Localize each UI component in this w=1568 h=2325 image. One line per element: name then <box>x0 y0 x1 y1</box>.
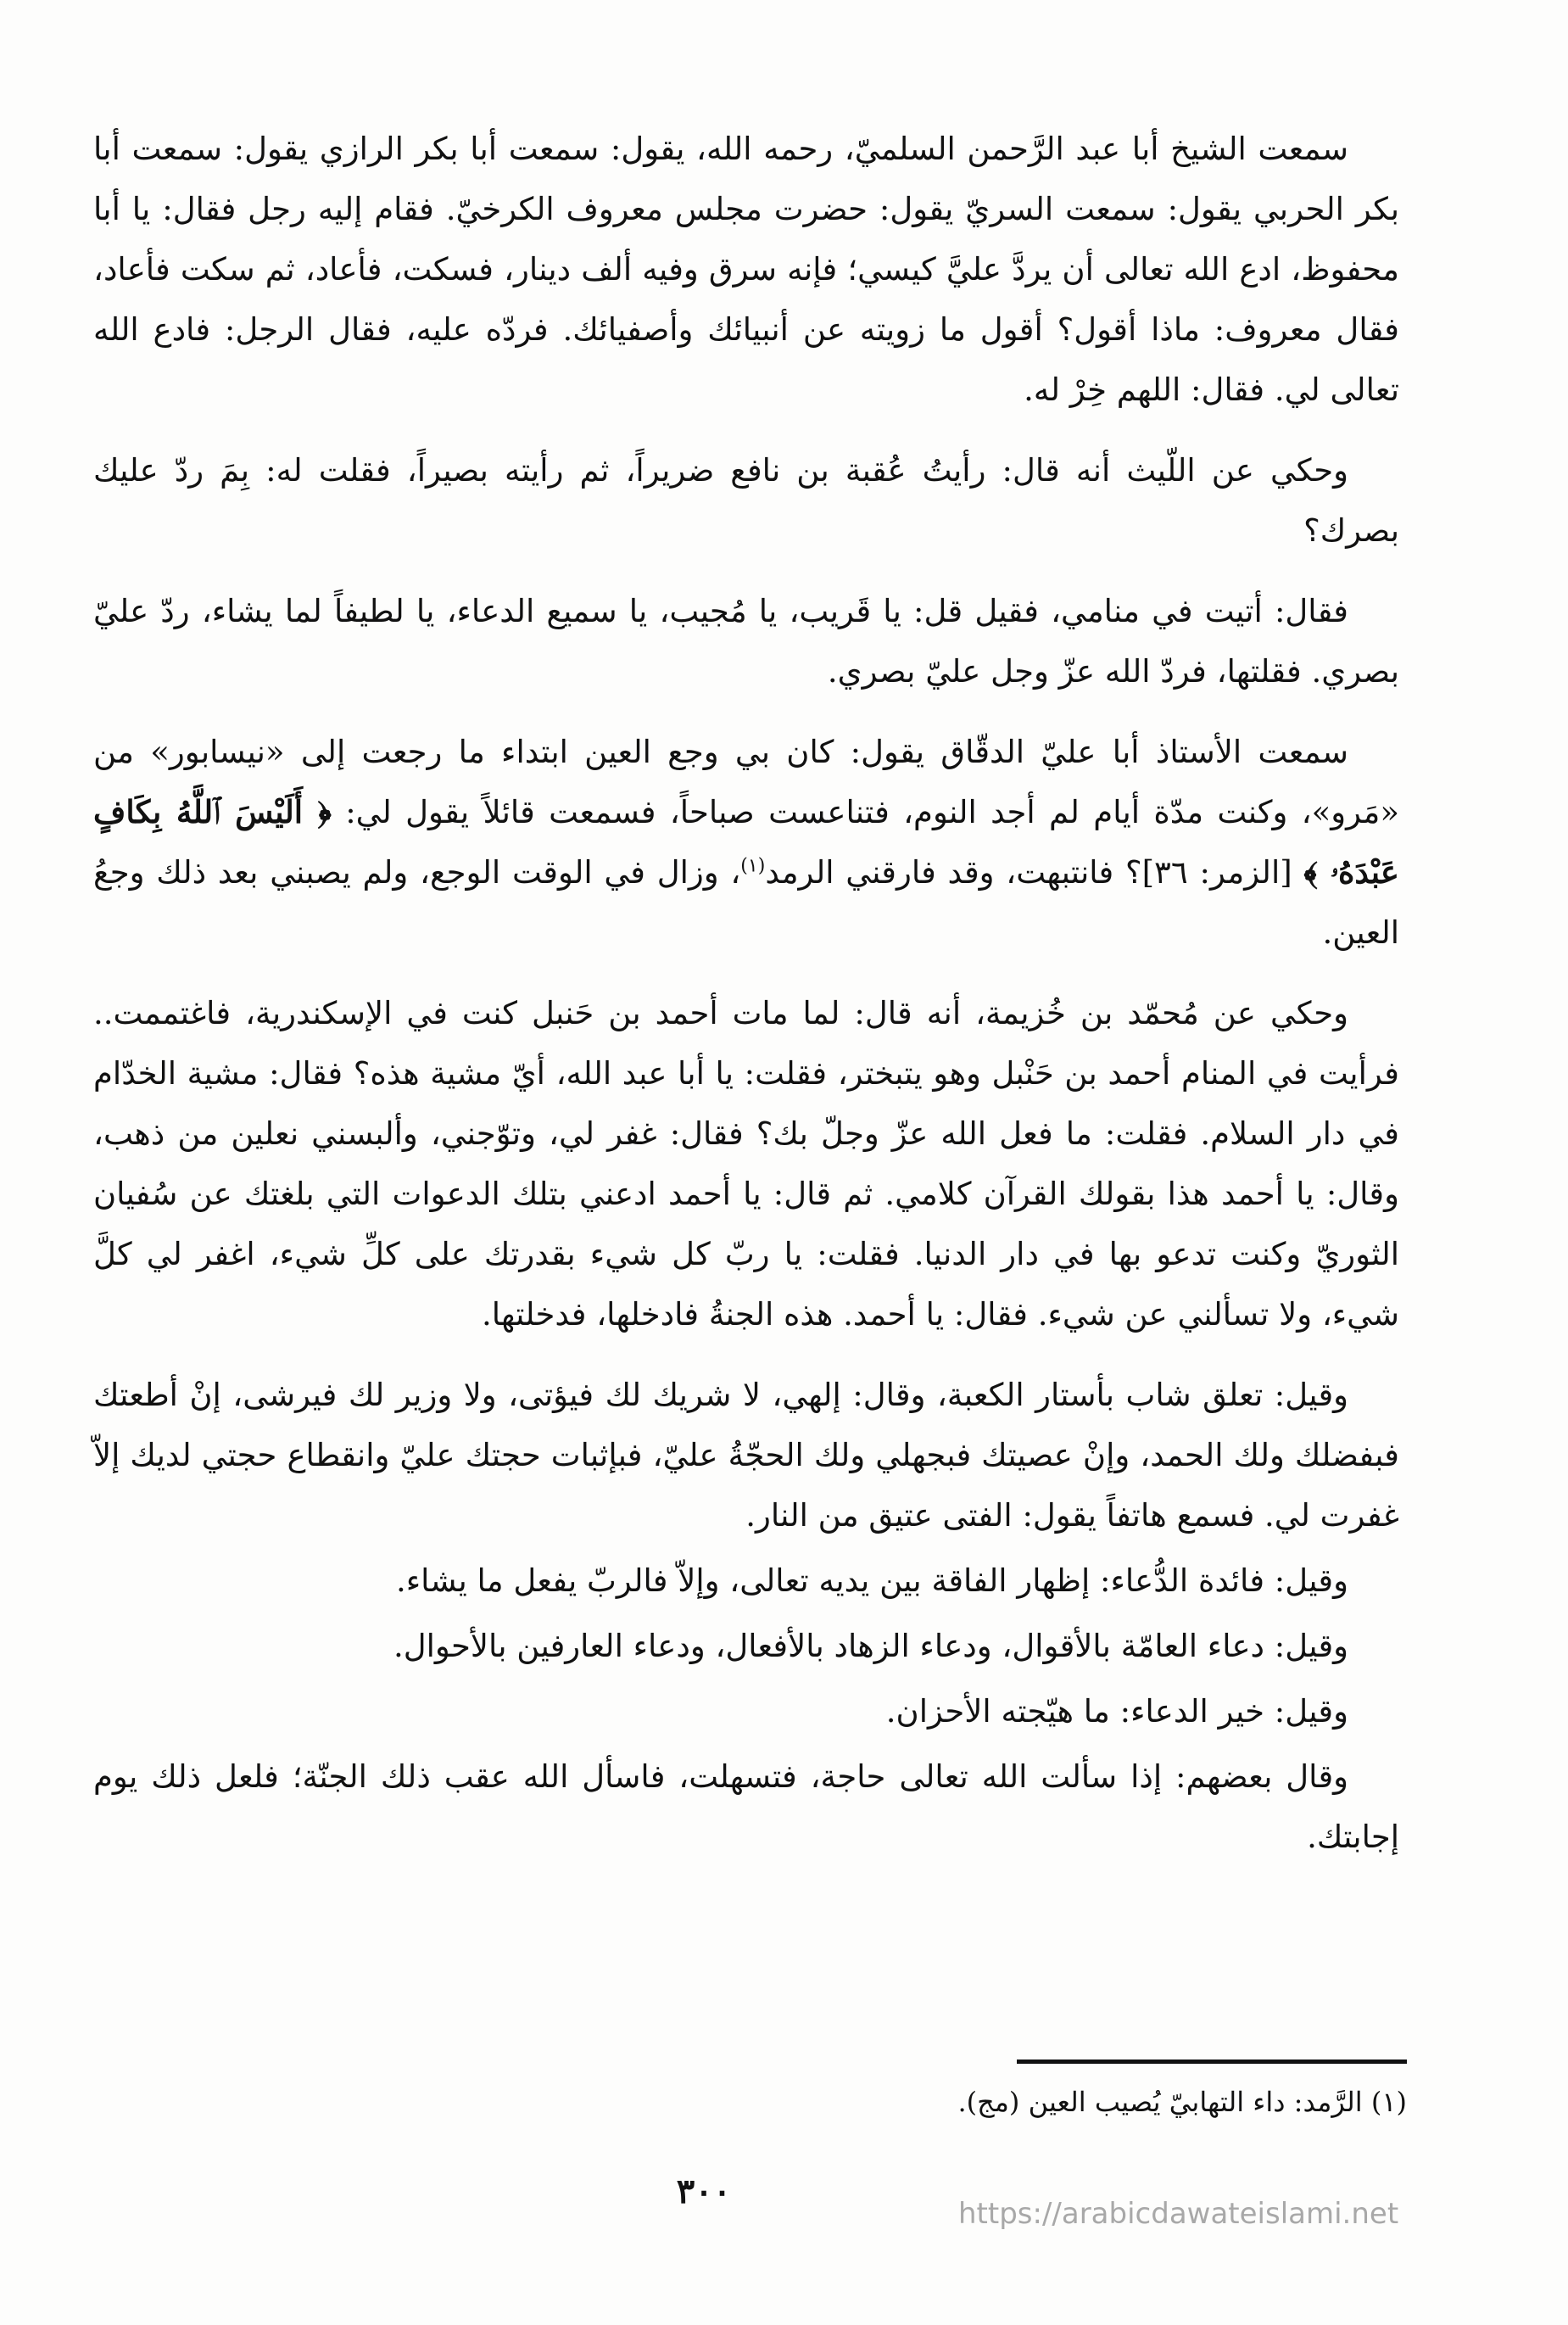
paragraph-4-middle: [الزمر: ٣٦]؟ فانتبهت، وقد فارقني الرمد <box>765 854 1304 891</box>
paragraph-4-after: ، وزال في الوقت الوجع، ولم يصبني بعد ذلك وجعُ العين. <box>93 854 1399 951</box>
quran-verse: ﴿ أَلَيْسَ ٱللَّهُ بِكَافٍ عَبْدَهُۥ ﴾ <box>93 793 1399 891</box>
main-text <box>93 119 1399 1872</box>
paragraph-4-before: سمعت الأستاذ أبا عليّ الدقّاق يقول: كان بي وجع العين ابتداء ما رجعت إلى «نيسابور» من «مَرو»، وكنت مدّة أيام لم أجد النوم، فتناعست صباحاً، فسمعت قائلاً يقول لي: <box>93 734 1400 830</box>
paragraph-9: وقيل: خير الدعاء: ما هيّجته الأحزان. <box>885 1693 1348 1730</box>
page-number: ٣٠٠ <box>676 2171 732 2211</box>
paragraph-5: وحكي عن مُحمّد بن خُزيمة، أنه قال: لما مات أحمد بن حَنبل كنت في الإسكندرية، فاغتممت.. فرأيت في المنام أحمد بن حَنْبل وهو يتبختر، فقلت: يا أبا عبد الله، أيّ مشية هذه؟ فقال: مشية الخدّام في دار السلام. فقلت: ما فعل الله عزّ وجلّ بك؟ فقال: غفر لي، وتوّجني، وألبسني نعلين من ذهب، وقال: يا أحمد هذا بقولك القرآن كلامي. ثم قال: يا أحمد ادعني بتلك الدعوات التي بلغتك عن سُفيان الثوريّ وكنت تدعو بها في دار الدنيا. فقلت: يا ربّ كل شيء بقدرتك على كلِّ شيء، اغفر لي كلَّ شيء، ولا تسألني عن شيء. فقال: يا أحمد. هذه الجنةُ فادخلها، فدخلتها. <box>93 995 1399 1333</box>
watermark-url: https://arabicdawateislami.net <box>958 2197 1399 2231</box>
paragraph-2: وحكي عن اللّيث أنه قال: رأيتُ عُقبة بن نافع ضريراً، ثم رأيته بصيراً، فقلت له: بِمَ ردّ عليك بصرك؟ <box>93 452 1399 549</box>
footnote-divider <box>1017 2060 1407 2064</box>
paragraph-4 <box>93 722 1399 963</box>
paragraph-10: وقال بعضهم: إذا سألت الله تعالى حاجة، فتسهلت، فاسأل الله عقب ذلك الجنّة؛ فلعل ذلك يوم إجابتك. <box>93 1758 1399 1855</box>
paragraph-8: وقيل: دعاء العامّة بالأقوال، ودعاء الزهاد بالأفعال، ودعاء العارفين بالأحوال. <box>393 1628 1348 1664</box>
paragraph-3: فقال: أتيت في منامي، فقيل قل: يا قَريب، يا مُجيب، يا سميع الدعاء، يا لطيفاً لما يشاء، ردّ عليّ بصري. فقلتها، فردّ الله عزّ وجل عليّ بصري. <box>93 593 1399 690</box>
paragraph-1: سمعت الشيخ أبا عبد الرَّحمن السلميّ، رحمه الله، يقول: سمعت أبا بكر الرازي يقول: سمعت أبا بكر الحربي يقول: سمعت السريّ يقول: حضرت مجلس معروف الكرخيّ. فقام إليه رجل فقال: يا أبا محفوظ، ادع الله تعالى أن يردَّ عليَّ كيسي؛ فإنه سرق وفيه ألف دينار، فسكت، فأعاد، ثم سكت فأعاد، فقال معروف: ماذا أقول؟ أقول ما زويته عن أنبيائك وأصفيائك. فردّه عليه، فقال الرجل: فادع الله تعالى لي. فقال: اللهم خِرْ له. <box>93 131 1399 408</box>
footnote-reference: (١) <box>740 855 766 877</box>
paragraph-7: وقيل: فائدة الدُّعاء: إظهار الفاقة بين يديه تعالى، وإلاّ فالربّ يفعل ما يشاء. <box>396 1562 1348 1599</box>
paragraph-6: وقيل: تعلق شاب بأستار الكعبة، وقال: إلهي، لا شريك لك فيؤتى، ولا وزير لك فيرشى، إنْ أطعتك فبفضلك ولك الحمد، وإنْ عصيتك فبجهلي ولك الحجّةُ عليّ، فبإثبات حجتك عليّ وانقطاع حجتي لديك إلاّ غفرت لي. فسمع هاتفاً يقول: الفتى عتيق من النار. <box>93 1377 1399 1534</box>
footnote: (١) الرَّمد: داء التهابيّ يُصيب العين (مج). <box>957 2086 1407 2118</box>
